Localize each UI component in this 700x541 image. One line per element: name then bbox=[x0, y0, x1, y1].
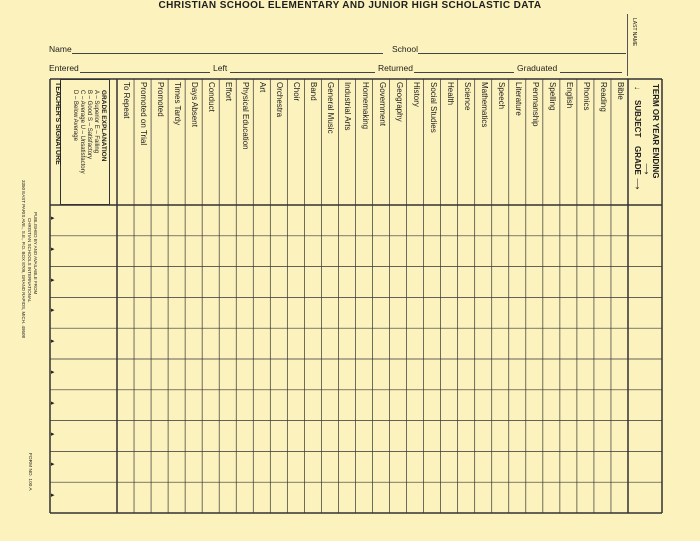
publisher-line-1: PUBLISHED BY AND AVAILABLE FROM bbox=[33, 212, 38, 295]
row-arrow-icon: ▸ bbox=[51, 399, 55, 407]
subject-header-literature: Literature bbox=[513, 82, 523, 116]
subject-header-industrial-arts: Industrial Arts bbox=[343, 82, 353, 131]
subject-header-physical-education: Physical Education bbox=[241, 82, 251, 150]
row-arrow-icon: ▸ bbox=[51, 492, 55, 500]
subject-header-to-repeat: To Repeat bbox=[122, 82, 132, 119]
grade-line-2: B – Good S – Satisfactory bbox=[86, 90, 92, 160]
arrow-right-icon: ⟶ bbox=[633, 178, 642, 190]
subject-header-effort: Effort bbox=[224, 82, 234, 101]
grade-header-label: GRADE bbox=[633, 146, 642, 175]
arrow-up-icon: ↓ bbox=[633, 86, 642, 90]
last-name-label: LAST NAME bbox=[631, 18, 637, 47]
subject-header-science: Science bbox=[462, 82, 472, 111]
subject-header-label: SUBJECT bbox=[633, 100, 642, 138]
subject-header-social-studies: Social Studies bbox=[428, 82, 438, 133]
grade-line-3: C – Average U – Unsatisfactory bbox=[79, 90, 85, 174]
term-year-ending-label: TERM OR YEAR ENDING bbox=[651, 84, 660, 179]
form-title: CHRISTIAN SCHOOL ELEMENTARY AND JUNIOR HIGH SCHOLASTIC DATA bbox=[158, 0, 542, 11]
subject-header-spelling: Spelling bbox=[547, 82, 557, 111]
name-label: Name bbox=[49, 44, 72, 54]
subject-header-bible: Bible bbox=[616, 82, 625, 100]
row-arrow-icon: ▸ bbox=[51, 307, 55, 315]
row-arrow-icon: ▸ bbox=[51, 245, 55, 253]
entered-label: Entered bbox=[49, 63, 79, 73]
subject-header-promoted-on-trial: Promoted on Trial bbox=[139, 82, 149, 146]
row-arrow-icon: ▸ bbox=[51, 461, 55, 469]
teacher-signature-heading: TEACHER'S SIGNATURE bbox=[54, 82, 61, 165]
subject-header-government: Government bbox=[377, 82, 387, 127]
grade-line-1: A – Superior E – Failing bbox=[93, 90, 99, 154]
publisher-line-2: CHRISTIAN SCHOOLS INTERNATIONAL bbox=[27, 218, 32, 303]
subject-header-promoted: Promoted bbox=[156, 82, 166, 117]
grade-explanation-title: GRADE EXPLANATION bbox=[100, 90, 107, 162]
school-label: School bbox=[392, 44, 418, 54]
row-arrow-icon: ▸ bbox=[51, 276, 55, 284]
subject-header-penmanship: Penmanship bbox=[530, 82, 540, 127]
subject-header-english: English bbox=[564, 82, 574, 109]
subject-header-choir: Choir bbox=[292, 82, 302, 102]
subject-header-speech: Speech bbox=[496, 82, 506, 110]
subject-header-phonics: Phonics bbox=[581, 82, 591, 111]
subject-header-general-music: General Music bbox=[326, 82, 336, 134]
row-arrow-icon: ▸ bbox=[51, 369, 55, 376]
graduated-label: Graduated bbox=[517, 63, 558, 73]
grade-line-4: D – Below Average bbox=[72, 90, 78, 141]
subject-header-reading: Reading bbox=[598, 82, 608, 112]
subject-header-days-absent: Days Absent bbox=[190, 82, 200, 127]
publisher-line-3: 3350 EAST PARIS AVE., S.E., P.O. BOX 8709, GRAND RAPIDS, MICH. 49508 bbox=[21, 180, 26, 338]
subject-header-times-tardy: Times Tardy bbox=[173, 82, 183, 126]
arrow-down-icon: ⟶ bbox=[642, 163, 651, 175]
left-label: Left bbox=[213, 63, 228, 73]
subject-header-homemaking: Homemaking bbox=[360, 82, 370, 130]
subject-header-art: Art bbox=[258, 82, 268, 93]
row-arrow-icon: ▸ bbox=[51, 430, 55, 438]
subject-header-health: Health bbox=[445, 82, 455, 106]
returned-label: Returned bbox=[378, 63, 413, 73]
subject-header-band: Band bbox=[309, 82, 319, 101]
form-number: FORM NO. 100 A bbox=[27, 453, 32, 491]
subject-header-history: History bbox=[411, 82, 421, 107]
row-arrow-icon: ▸ bbox=[51, 215, 55, 222]
subject-header-orchestra: Orchestra bbox=[275, 82, 285, 118]
row-arrow-icon: ▸ bbox=[51, 338, 55, 346]
subject-header-mathematics: Mathematics bbox=[479, 82, 489, 128]
subject-header-geography: Geography bbox=[394, 82, 404, 122]
subject-header-conduct: Conduct bbox=[207, 82, 217, 112]
